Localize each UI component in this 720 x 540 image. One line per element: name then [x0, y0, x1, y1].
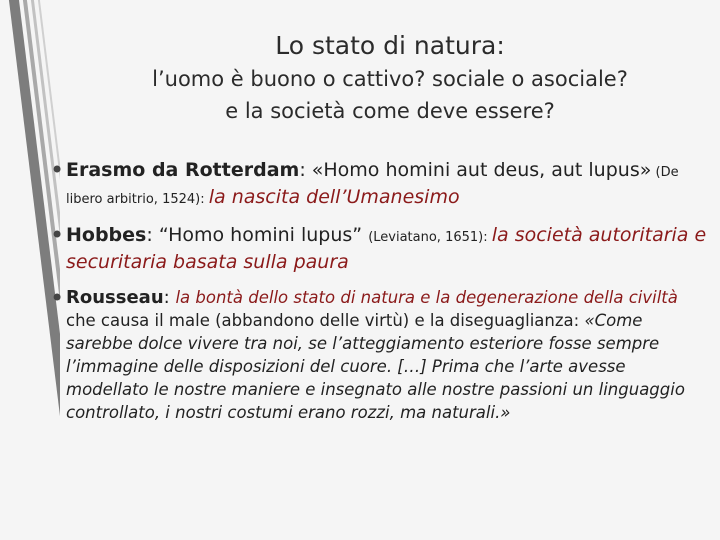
body-text: che causa il male (abbandono delle virtù) e la diseguaglianza: [66, 311, 585, 330]
author-name: Rousseau [66, 287, 164, 308]
list-item [50, 156, 708, 212]
bullet-icon: • [50, 284, 65, 312]
separator: : [299, 159, 312, 181]
bullet-list [50, 156, 708, 435]
bullet-icon: • [50, 221, 65, 249]
decorative-stripes [0, 0, 60, 540]
slide-subtitle-line2: e la società come deve essere? [225, 99, 555, 123]
author-name: Hobbes [66, 224, 147, 246]
quote: «Come sarebbe dolce vivere tra noi, se l’atteggiamento esteriore fosse sempre l’immagine delle disposizioni del cuore. […] Prima che l’arte avesse modellato le nostre maniere e insegnato alle nostre passioni un linguaggio controllato, i nostri costumi erano rozzi, ma naturali.» [66, 311, 685, 422]
quote: «Homo homini aut deus, aut lupus» [311, 159, 652, 181]
bullet-icon: • [50, 156, 65, 184]
separator: : [163, 287, 176, 308]
separator: : [146, 224, 159, 246]
slide-title: Lo stato di natura: [275, 31, 505, 60]
note: la società autoritaria e securitaria basata sulla paura [66, 224, 707, 273]
quote: “Homo homini lupus” [158, 224, 369, 246]
list-item [50, 284, 708, 424]
work-reference: (Leviatano, 1651): [368, 230, 492, 245]
work-reference: (De libero arbitrio, 1524): [66, 165, 679, 207]
list-item [50, 221, 708, 275]
note: la nascita dell’Umanesimo [208, 186, 460, 208]
note: la bontà dello stato di natura e la degenerazione della civiltà [175, 288, 678, 307]
author-name: Erasmo da Rotterdam [66, 159, 300, 181]
slide-subtitle-line1: l’uomo è buono o cattivo? sociale o asociale? [152, 67, 628, 91]
slide-header [60, 30, 720, 126]
